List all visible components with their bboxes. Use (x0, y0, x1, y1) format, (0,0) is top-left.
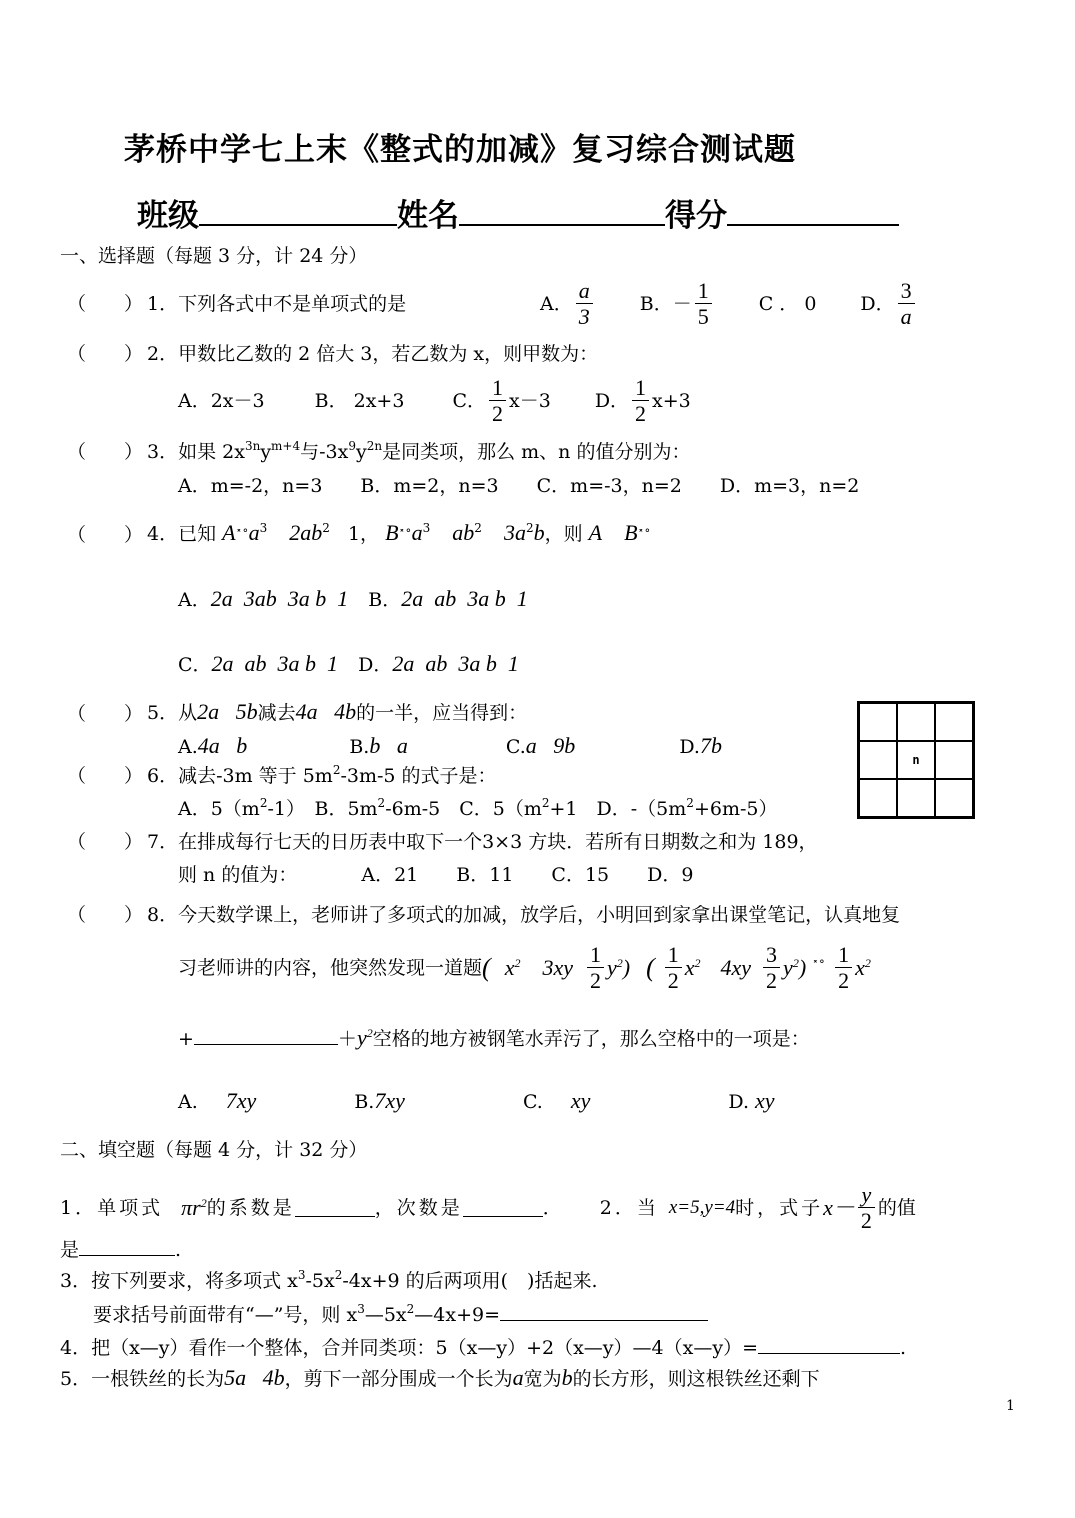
class-label: 班级 (137, 198, 199, 234)
q4-var-b: B (385, 520, 399, 545)
score-label: 得分 (665, 198, 727, 234)
q4-option-a: 2a 3ab 3a b 1 (210, 586, 349, 611)
q8-answer-blank[interactable] (194, 1026, 338, 1045)
q1-d-numerator: 3 (900, 278, 912, 303)
f3-text: 要求括号前面带有“—”号，则 x (93, 1304, 358, 1326)
f3-text: 3．按下列要求，将多项式 x (60, 1270, 298, 1292)
score-blank[interactable] (727, 224, 899, 226)
q8-stem: 8．今天数学课上，老师讲了多项式的加减，放学后，小明回到家拿出课堂笔记，认真地复 (147, 904, 901, 926)
q4-stem-text: 4．已知 (147, 523, 217, 545)
q5-option-b-label: B. (349, 736, 370, 758)
q8-option-b-label: B. (354, 1091, 375, 1113)
q4-option-b: 2a ab 3a b 1 (401, 586, 528, 611)
q1-option-a-fraction (576, 278, 593, 329)
q6-options: A．$5(m^2-1)$ B．$5m^2-6m-5$ C．$5(m^2+1$ D．$-(5m^2+6m-5)$ (178, 796, 778, 820)
q1-b-denominator: 5 (695, 303, 712, 329)
q8-stem-line2: 习老师讲的内容，他突然发现一道题 ( $x^2$ 3xy $\frac{1}{2}$ $y^2$) ( $\frac{1}{2}$ $x^2$ 4xy $\frac{3}{2}$ $y^2$) ˟˚ $\frac{1}{2}$ $x^2$ (178, 942, 871, 993)
q2-option-c-tail: x－3 (509, 389, 551, 412)
q1-option-c: C ． 0 (758, 292, 817, 315)
ink-smudge-icon: ˟˚ (235, 529, 249, 544)
grid-cell (935, 779, 973, 817)
q4-option-a-label: A． (178, 589, 211, 611)
q6-stem-text: 6．减去-3m 等于 5m (147, 765, 333, 787)
ink-smudge-icon: ˟˚ (398, 529, 412, 544)
q8-option-a: 7xy (225, 1088, 257, 1113)
f5-text: 5．一根铁丝的长为 (60, 1368, 225, 1390)
q8-option-d: xy (755, 1088, 775, 1113)
f2-value-blank[interactable] (79, 1237, 175, 1256)
q3-stem (147, 441, 690, 463)
q2-d-denominator: 2 (632, 400, 649, 426)
q2-option-d-tail: x+3 (652, 389, 691, 412)
q8-option-c: xy (570, 1088, 591, 1113)
q1-stem: 1．下列各式中不是单项式的是 (147, 293, 407, 315)
f3-text: —5x (364, 1304, 407, 1326)
q4-option-b-label: B． (368, 589, 402, 611)
q2-option-b: B． 2x+3 (314, 389, 405, 412)
section-heading-fill: 二、填空题（每题 4 分，计 32 分） (60, 1139, 368, 1161)
answer-paren[interactable]: （ ） (67, 441, 144, 463)
q2-c-numerator: 1 (492, 375, 503, 400)
fill-q1-q2: 1．单项式 $\pi r^2$ 的系数是 ，次数是 ． 2．当 x=5,y=4 时，式子 x－ $\frac{y}{2}$ 的值 (60, 1182, 916, 1233)
q7-stem: 7．在排成每行七天的日历表中取下一个3×3 方块．若所有日期数之和为 189， (147, 831, 818, 853)
q8-option-d-label: D. (728, 1091, 750, 1113)
f3-text: —4x+9= (414, 1304, 501, 1326)
q6-option-text: A．5（m (178, 798, 260, 820)
q5-option-c: a 9b (525, 733, 576, 758)
q1-b-numerator: 1 (697, 278, 709, 303)
q5-stem-text: 5．从 (147, 702, 198, 724)
f1-degree-blank[interactable] (463, 1198, 543, 1217)
calendar-grid-figure (857, 701, 975, 819)
q3-stem-part: y (260, 441, 272, 463)
q4-stem: 4．已知 $A˟˚a^3$ $2ab^2$ 1， $B˟˚a^3$ $ab^2$ $3a^2b$，则 A B˟˚ (147, 520, 651, 545)
q8-stem-text: 空格的地方被钢笔水弄污了，那么空格中的一项是： (372, 1028, 810, 1050)
q3-stem-part: y (356, 441, 367, 463)
grid-cell (859, 779, 897, 817)
grid-cell (859, 741, 897, 779)
q1-d-denominator: a (898, 303, 915, 329)
f1-text: ． (542, 1196, 562, 1219)
q2-option-d-fraction (632, 375, 649, 426)
grid-cell (859, 703, 897, 741)
f2-text: 2．当 (599, 1196, 659, 1219)
answer-paren[interactable]: （ ） (67, 831, 144, 853)
q4-expr: ab (452, 520, 475, 545)
q4-expr: 1， (347, 523, 380, 545)
q5-stem-text: 的一半，应当得到： (356, 702, 528, 724)
grid-cell (935, 741, 973, 779)
f2-text: 是 (60, 1239, 80, 1261)
q6-option-text: +1 D．-（5m (549, 798, 687, 820)
q8-options (178, 1090, 775, 1113)
q4-expr: a (411, 520, 423, 545)
name-blank[interactable] (459, 224, 665, 226)
q6-stem: 6．减去-3m 等于 $5m^2-3m-5$ 的式子是： (147, 763, 497, 787)
ink-smudge-icon: ˟˚ (637, 529, 651, 544)
f5-expr: 5a 4b (224, 1365, 285, 1390)
f4-answer-blank[interactable] (758, 1335, 900, 1354)
name-label: 姓名 (397, 198, 459, 234)
q2-stem: 2．甲数比乙数的 2 倍大 3，若乙数为 x，则甲数为： (147, 343, 599, 365)
q1-options (540, 278, 918, 329)
q4-option-c: 2a ab 3a b 1 (211, 651, 339, 676)
q3-exponent: 3n (244, 439, 261, 453)
q2-option-d-label: D． (594, 389, 630, 412)
q6-option-text: -6m-5 C．5（m (385, 798, 542, 820)
q5-option-d: 7b (699, 733, 722, 758)
q6-option-text: -1） B．5m (267, 798, 378, 820)
grid-cell (897, 703, 935, 741)
q2-d-numerator: 1 (635, 375, 647, 400)
q1-a-numerator: a (578, 278, 590, 303)
q4-options-row1 (178, 588, 528, 611)
f1-text: 1．单项式 (60, 1196, 164, 1219)
q8-stem-text: ＋ (337, 1028, 357, 1050)
q8-stem-text: + (178, 1028, 194, 1050)
answer-paren[interactable]: （ ） (67, 293, 144, 315)
q1-option-b-fraction (695, 278, 712, 329)
grid-cell (935, 703, 973, 741)
q4-expr: 3a (503, 520, 526, 545)
f4-text: . (900, 1337, 907, 1359)
q3-stem-part: 是同类项，那么 m、n 的值分别为： (382, 441, 691, 463)
answer-paren[interactable]: （ ） (67, 703, 144, 725)
f5-text: 宽为 (523, 1368, 562, 1390)
q5-option-a: 4a b (197, 733, 248, 758)
q5-stem (147, 701, 527, 724)
student-info-line (137, 190, 899, 235)
grid-cell (897, 779, 935, 817)
q8-stem-text: 习老师讲的内容，他突然发现一道题 (178, 956, 483, 979)
answer-paren[interactable]: （ ） (67, 524, 144, 546)
class-blank[interactable] (199, 224, 397, 226)
q1-option-a-label: A． (540, 292, 573, 315)
q1-option-d-label: D． (860, 292, 895, 315)
f5-text: ，剪下一部分围成一个长为 (284, 1368, 513, 1390)
q3-options: A．m=-2，n=3 B．m=2，n=3 C．m=-3，n=2 D．m=3，n=2 (178, 475, 860, 497)
fill-q4 (60, 1335, 906, 1359)
q8-option-c-label: C. (522, 1091, 543, 1113)
q3-stem-part: 与-3x (300, 441, 349, 463)
q5-stem-text: 减去 (257, 702, 296, 724)
fill-q2-line2 (60, 1237, 181, 1261)
q1-a-denominator: 3 (576, 303, 593, 329)
q7-stem-text: 则 n 的值为： (178, 864, 298, 886)
q2-c-denominator: 2 (489, 400, 506, 426)
q4-option-c-label: C． (178, 654, 212, 676)
q5-options (178, 735, 722, 758)
q8-option-a-label: A. (178, 1091, 198, 1113)
q4-var-a: A (588, 520, 603, 545)
fill-q5 (60, 1367, 820, 1390)
f2-text: 时，式子 (735, 1196, 824, 1219)
fill-q3-line1: 3．按下列要求，将多项式 $x^3-5x^2-4x+9$ 的后两项用( )括起来. (60, 1268, 598, 1292)
f3-text: -4x+9 的后两项用( )括起来. (342, 1270, 598, 1292)
f5-var-a: a (512, 1365, 524, 1390)
q4-var-b: B (624, 520, 638, 545)
q4-var-a: A (222, 520, 236, 545)
page-title: 茅桥中学七上末《整式的加减》复习综合测试题 (124, 132, 796, 168)
q4-expr: b (533, 520, 545, 545)
q2-options (178, 375, 691, 426)
q6-option-text: +6m-5） (693, 798, 778, 820)
q2-option-c-fraction (489, 375, 506, 426)
q2-option-a: A．2x－3 (178, 389, 265, 412)
answer-paren[interactable]: （ ） (67, 343, 144, 365)
f3-answer-blank[interactable] (500, 1302, 708, 1321)
f2-text: . (175, 1239, 182, 1261)
q3-exponent: 9 (348, 439, 356, 453)
q5-expr: 4a 4b (295, 699, 357, 724)
q5-expr: 2a 5b (197, 699, 258, 724)
ink-smudge-icon: ˟˚ (812, 959, 826, 975)
f3-text: -5x (305, 1270, 335, 1292)
q4-option-d: 2a ab 3a b 1 (392, 651, 519, 676)
q4-stem-text: ，则 (544, 523, 583, 545)
fill-q3-line2: 要求括号前面带有“—”号，则 $x^3—5x^2—4x+9=$ (93, 1302, 708, 1326)
q3-stem-part: 3．如果 2x (147, 441, 245, 463)
q4-option-d-label: D． (358, 654, 393, 676)
q1-option-b-label: B．－ (639, 292, 692, 315)
answer-paren[interactable]: （ ） (67, 765, 144, 787)
f1-coefficient-blank[interactable] (295, 1198, 375, 1217)
section-heading-choice: 一、选择题（每题 3 分，计 24 分） (60, 245, 368, 267)
q5-option-b: b a (369, 733, 408, 758)
f2-condition: x=5,y=4 (668, 1196, 736, 1218)
q8-stem-line3: + $+y^2$空格的地方被钢笔水弄污了，那么空格中的一项是： (178, 1025, 810, 1050)
q8-option-b: 7xy (374, 1088, 405, 1113)
f1-text: 的系数是 (206, 1196, 295, 1219)
q5-option-c-label: C. (505, 736, 526, 758)
grid-cell-center: n (897, 741, 935, 779)
page-number: 1 (1006, 1398, 1015, 1414)
q7-stem-line2 (178, 864, 693, 886)
q4-options-row2 (178, 653, 519, 676)
f2-text: 的值 (877, 1196, 916, 1219)
q5-option-d-label: D. (679, 736, 700, 758)
f5-var-b: b (561, 1365, 573, 1390)
q4-expr: 2ab (289, 520, 323, 545)
q4-expr: a (248, 520, 260, 545)
q3-exponent: m+4 (271, 439, 301, 453)
f4-text: 4．把（x—y）看作一个整体，合并同类项：5（x—y）+2（x—y）—4（x—y）= (60, 1337, 758, 1359)
q1-option-d-fraction (898, 278, 915, 329)
f1-text: ，次数是 (374, 1196, 463, 1219)
q2-option-c-label: C． (452, 389, 486, 412)
q6-stem-text: -3m-5 的式子是： (340, 765, 497, 787)
q7-options: A．21 B．11 C．15 D．9 (361, 864, 694, 886)
q5-option-a-label: A. (178, 736, 198, 758)
answer-paren[interactable]: （ ） (67, 904, 144, 926)
q3-exponent: 2n (366, 439, 383, 453)
f5-text: 的长方形，则这根铁丝还剩下 (572, 1368, 820, 1390)
